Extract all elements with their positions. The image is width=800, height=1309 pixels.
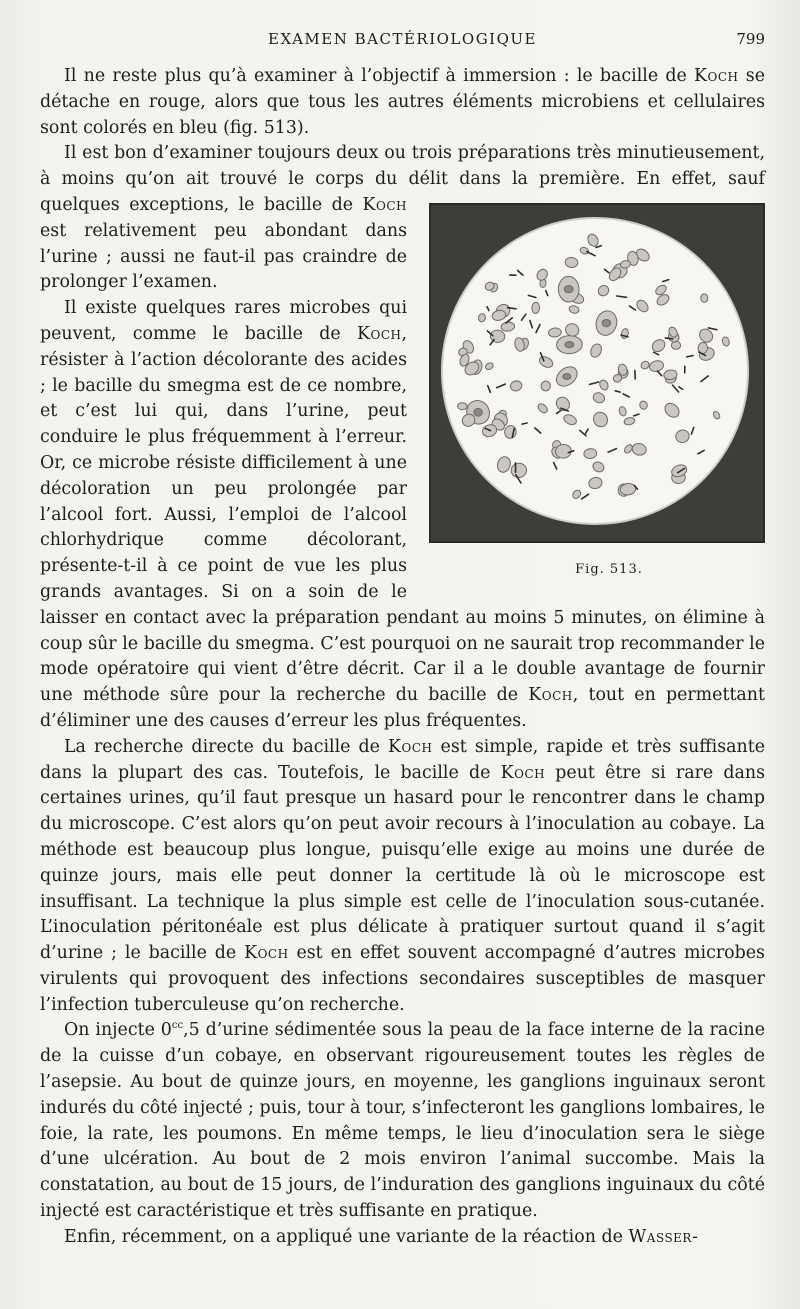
figure-513 (429, 203, 765, 579)
page-body (40, 64, 765, 1251)
author-name: Koch (694, 66, 739, 86)
running-title: EXAMEN BACTÉRIOLOGIQUE (268, 30, 537, 48)
paragraph-4: La recherche directe du bacille de Koch est simple, rapide et très suffisante dans la plupart des cas. Toutefois, le bacille de Koch peut être si rare dans certaines urines, qu’il faut presque un hasard pour le rencontrer dans le champ du microscope. C’est alors qu’on peut avoir recours à l’inoculation au cobaye. La méthode est beaucoup plus longue, puisqu’elle exige au moins une durée de quinze jours, mais elle peut donner la certitude là où le microscope est insuffisant. La technique la plus simple est celle de l’inoculation sous-cutanée. L’inoculation péritonéale est plus délicate à pratiquer surtout quand il s’agit d’urine ; le bacille de Koch est en effet souvent accompagné d’autres microbes virulents qui provoquent des infections secondaires susceptibles de masquer l’infection tuberculeuse qu’on recherche. (40, 736, 766, 1015)
cell-shape (457, 403, 467, 410)
author-name: Koch (362, 194, 407, 215)
cell-nucleus (563, 374, 571, 380)
paragraph-5: On injecte $0^{cc},5$ d’urine sédimentée sous la peau de la face interne de la racine de la cuisse d’un cobaye, en observant rigoureusement toutes les règles de l’asepsie. Au bout de quinze jours, en moyenne, les ganglions inguinaux seront indurés du côté injecté ; puis, tour à tour, s’infecteront les ganglions lombaires, le foie, la rate, les poumons. En même temps, le lieu d’inoculation sera le siège d’une ulcération. Au bout de 2 mois environ l’animal succombe. Mais la constatation, au bout de 15 jours, de l’induration des ganglions inguinaux du côté injecté est caractéristique et très suffisante en pratique. (40, 1020, 765, 1222)
author-name: Wasser- (628, 1226, 699, 1247)
figure-caption: Fig. 513. (575, 561, 643, 577)
cell-nucleus (602, 319, 611, 326)
author-name: Koch (528, 685, 573, 706)
author-name: Koch (388, 736, 433, 757)
paragraph-1: Il ne reste plus qu’à examiner à l’objectif à immersion : le bacille de Koch se détache en rouge, alors que tous les autres éléments microbiens et cellulaires sont colorés en bleu (fig. 513). (40, 66, 765, 138)
cell-shape (701, 294, 708, 303)
bacillus-rod (522, 423, 527, 424)
cell-nucleus (564, 286, 573, 293)
author-name: Koch (244, 943, 289, 964)
cell-shape (532, 302, 540, 314)
paragraph-2: Il est bon d’examiner toujours deux ou trois préparations très minutieusement, à moins qu’on ait trouvé le corps du délit dans la première. En effet, sauf quelques exceptions, le bacille de Fig. 513. Koch est relativement peu abondant dans l’urine ; aussi ne faut-il pas craindre de prolonger l’examen. (40, 143, 765, 577)
microscope-field-svg (431, 205, 763, 541)
unit-superscript: cc (171, 1020, 184, 1032)
cell-nucleus (474, 408, 482, 416)
paragraph-3: Il existe quelques rares microbes qui peuvent, comme le bacille de Koch, résister à l’action décolorante des acides ; le bacille du smegma est de ce nombre, et c’est lui qui, dans l’urine, peut conduire le plus fréquemment à l’erreur. Or, ce microbe résiste difficilement à une décoloration un peu prolongée par l’alcool fort. Aussi, l’emploi de l’alcool chlorhydrique comme décolorant, présente-t-il à ce point de vue les plus grands avantages. Si on a soin de le laisser en contact avec la préparation pendant au moins 5 minutes, on élimine à coup sûr le bacille du smegma. C’est pourquoi on ne saurait trop recommander le mode opératoire qui vient d’être décrit. Car il a le double avantage de fournir une méthode sûre pour la recherche du bacille de Koch, tout en permettant d’éliminer une des causes d’erreur les plus fréquentes. (40, 298, 765, 731)
page-number: 799 (736, 30, 765, 48)
bacillus-rod (508, 308, 516, 309)
microscope-field-illustration-icon (429, 203, 765, 543)
author-name: Koch (500, 762, 546, 783)
paragraph-6: Enfin, récemment, on a appliqué une variante de la réaction de Wasser- (64, 1226, 699, 1247)
bacillus-rod (665, 338, 673, 339)
running-head (40, 28, 765, 52)
author-name: Koch (356, 323, 402, 344)
cell-nucleus (565, 341, 574, 347)
cell-shape (671, 341, 680, 349)
